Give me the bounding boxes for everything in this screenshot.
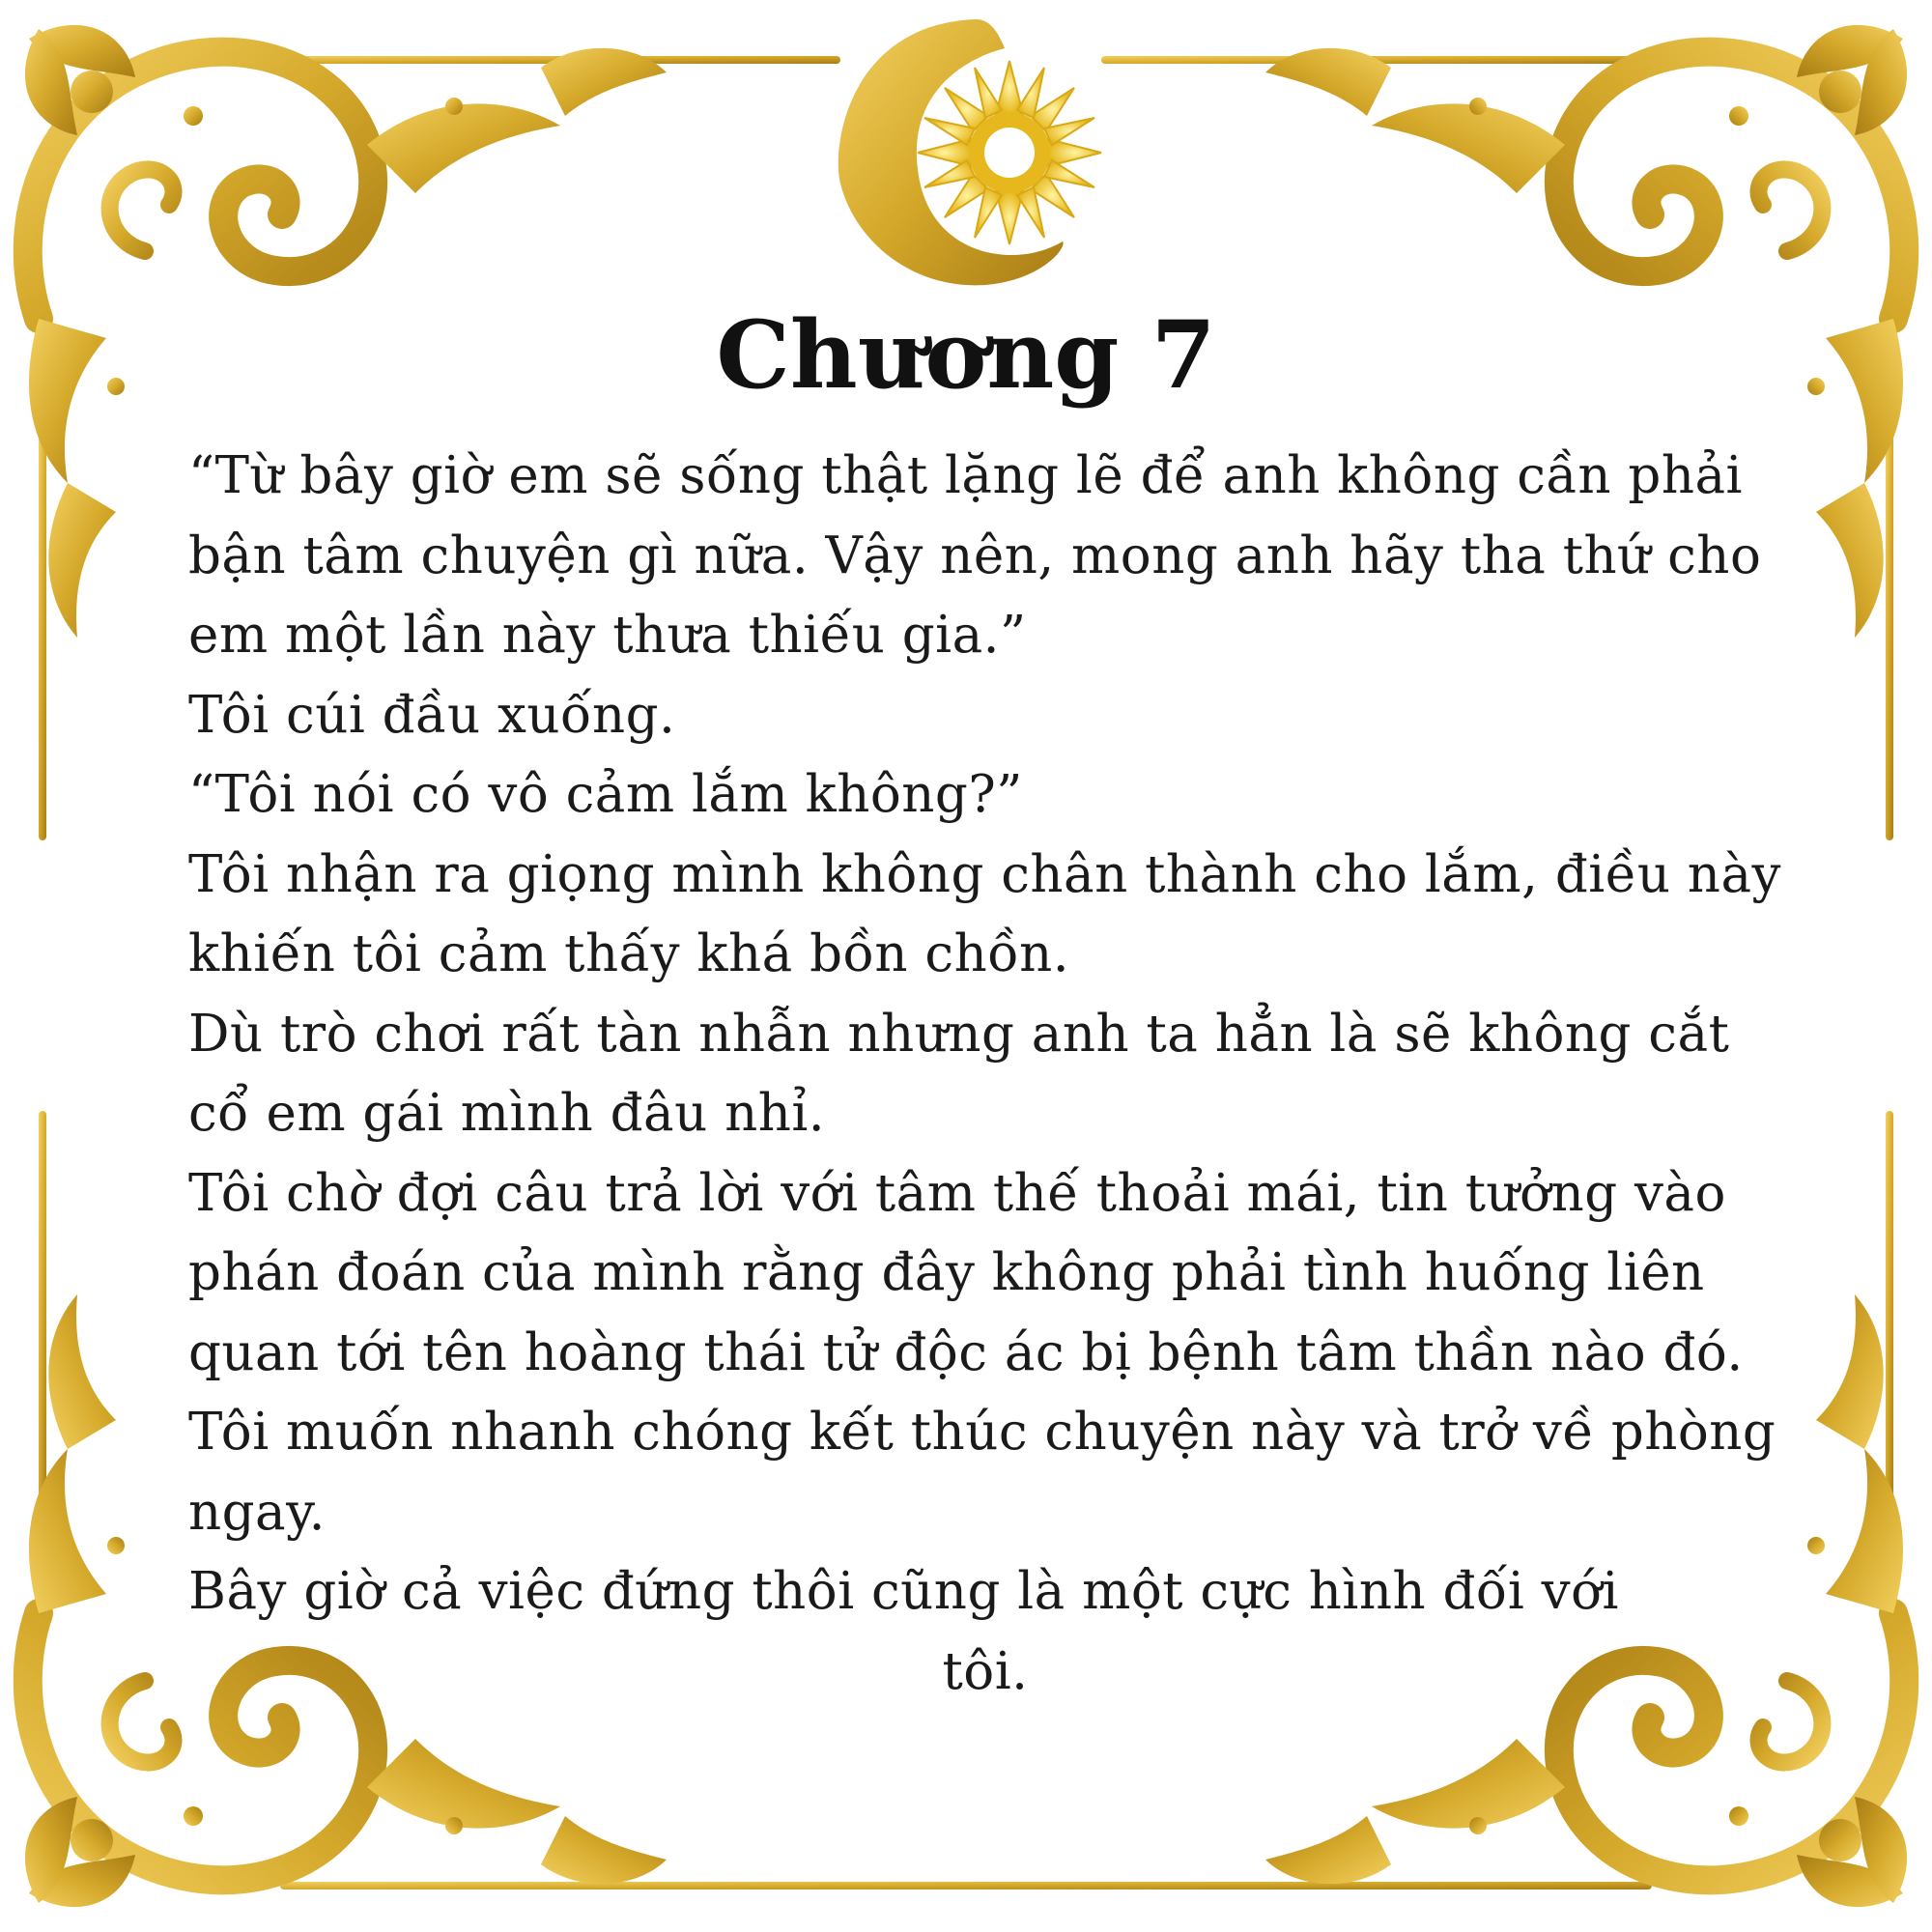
top-right-rule <box>1101 56 1671 64</box>
chapter-title: Chương 7 <box>716 300 1216 410</box>
story-text <box>188 437 1782 1712</box>
right-lower-rule <box>1886 1111 1893 1517</box>
paragraph: Tôi chờ đợi câu trả lời với tâm thế thoải mái, tin tưởng vào phán đoán của mình rằng đây không phải tình huống liên quan tới tên hoàng thái tử độc ác bị bệnh tâm thần nào đó. <box>188 1163 1744 1382</box>
crescent-sun-icon <box>838 19 1101 285</box>
paragraph: Bây giờ cả việc đứng thôi cũng là một cực hình đối với <box>188 1562 1619 1621</box>
right-upper-rule <box>1886 435 1893 840</box>
paragraph: Tôi muốn nhanh chóng kết thúc chuyện này và trở về phòng ngay. <box>188 1403 1776 1542</box>
bottom-rule <box>280 1882 1652 1889</box>
paragraph: Dù trò chơi rất tàn nhẫn nhưng anh ta hẳn là sẽ không cắt cổ em gái mình đâu nhỉ. <box>188 1004 1730 1143</box>
paragraph: Tôi nhận ra giọng mình không chân thành cho lắm, điều này khiến tôi cảm thấy khá bồn chồn. <box>188 844 1781 983</box>
left-upper-rule <box>39 435 46 840</box>
left-lower-rule <box>39 1111 46 1517</box>
paragraph: “Từ bây giờ em sẽ sống thật lặng lẽ để anh không cần phải bận tâm chuyện gì nữa. Vậy nên, mong anh hãy tha thứ cho em một lần này thưa thiếu gia.” <box>188 446 1762 665</box>
paragraph-ending: tôi. <box>942 1641 1029 1701</box>
paragraph: Tôi cúi đầu xuống. <box>188 685 676 745</box>
paragraph: “Tôi nói có vô cảm lắm không?” <box>188 765 1023 824</box>
